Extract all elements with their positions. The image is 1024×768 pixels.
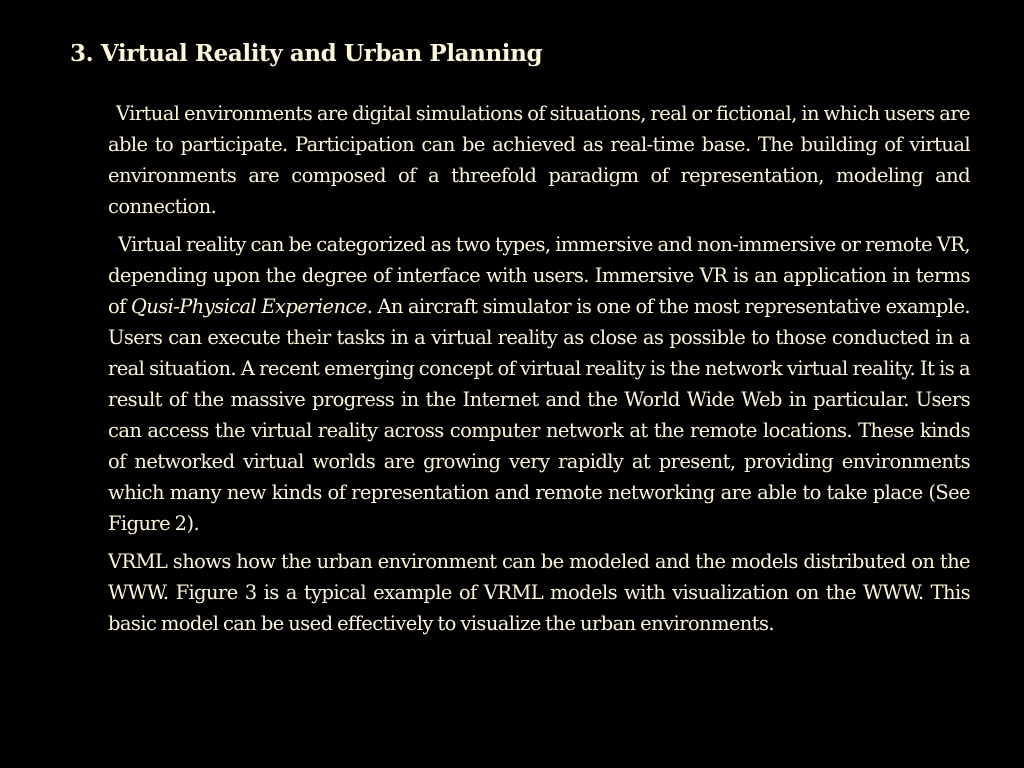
paragraph-text-before-italic: Virtual reality can be categorized as two types, immersive and non-immersive or remote VR, depending upon the degree of interface with users. Immersive VR is an application in terms of: [108, 233, 970, 318]
slide-title: 3. Virtual Reality and Urban Planning: [70, 40, 543, 67]
paragraph-virtual-environments: Virtual environments are digital simulations of situations, real or fictional, in which users are able to participate. Participation can be achieved as real-time base. The building of virtual environments are composed of a threefold paradigm of representation, modeling and connection.: [108, 102, 970, 218]
paragraph-vrml: VRML shows how the urban environment can be modeled and the models distributed on the WWW. Figure 3 is a typical example of VRML models with visualization on the WWW. This basic model can be used effectively to visualize the urban environments.: [108, 550, 970, 635]
italic-term: Qusi-Physical Experience: [130, 295, 367, 318]
slide-body: [108, 98, 970, 646]
paragraph-virtual-reality-types: [108, 229, 970, 539]
paragraph-text-after-italic: . An aircraft simulator is one of the most representative example. Users can execute their tasks in a virtual reality as close as possible to those conducted in a real situation. A recent emerging concept of virtual reality is the network virtual reality. It is a result of the massive progress in the Internet and the World Wide Web in particular. Users can access the virtual reality across computer network at the remote locations. These kinds of networked virtual worlds are growing very rapidly at present, providing environments which many new kinds of representation and remote networking are able to take place (See Figure 2).: [108, 295, 970, 535]
